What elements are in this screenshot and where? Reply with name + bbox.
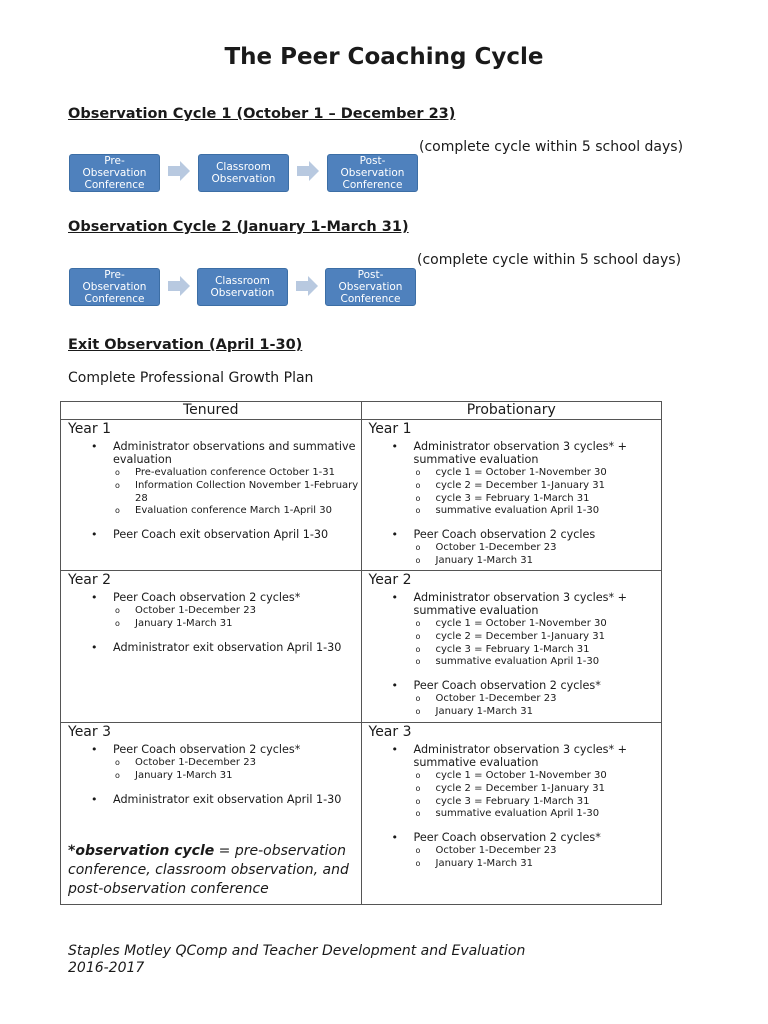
exit-text: Complete Professional Growth Plan [68,370,314,386]
year-label: Year 3 [68,724,111,740]
sub-list-item: o October 1-December 23 [436,542,662,555]
bullet-list [61,591,361,654]
footnote [61,842,361,899]
arrow-right-icon [168,276,190,296]
cycle1-step-pre: Pre- Observation Conference [69,154,160,192]
tenured-cell [61,723,362,905]
sub-list-item: o cycle 3 = February 1-March 31 [436,644,662,657]
list-item [113,528,361,541]
year-label: Year 1 [68,421,111,437]
sub-list-item: o January 1-March 31 [436,706,662,719]
list-item [113,793,361,806]
list-item [414,743,662,821]
cycle2-step-post: Post- Observation Conference [325,268,416,306]
cycle2-step-classroom: Classroom Observation [197,268,288,306]
cycle1-step-classroom: Classroom Observation [198,154,289,192]
sub-list [113,467,361,518]
tenured-cell [61,420,362,571]
sub-list-item: o October 1-December 23 [436,693,662,706]
sub-list-item: o summative evaluation April 1-30 [436,656,662,669]
table-row [61,571,662,723]
year-label: Year 2 [68,572,111,588]
arrow-right-icon [168,161,190,181]
list-item-text: Peer Coach exit observation April 1-30 [113,528,329,542]
sub-list [414,770,662,821]
sub-list-item: o cycle 1 = October 1-November 30 [436,618,662,631]
sub-list-item: o January 1-March 31 [135,770,361,783]
table-row [61,723,662,905]
page-title: The Peer Coaching Cycle [224,44,544,70]
footer-line2: 2016-2017 [68,960,145,976]
cycle2-step-pre: Pre- Observation Conference [69,268,160,306]
bullet-list [61,743,361,806]
sub-list-item: o Evaluation conference March 1-April 30 [135,505,361,518]
bullet-list [362,440,662,568]
list-item-text: Peer Coach observation 2 cycles* [113,591,301,604]
sub-list-item: o Pre-evaluation conference October 1-31 [135,467,361,480]
footer-line1: Staples Motley QComp and Teacher Development and Evaluation [68,943,526,959]
cycle1-heading: Observation Cycle 1 (October 1 – December 23) [68,106,456,122]
bullet-list [362,591,662,719]
tenured-cell [61,571,362,723]
probationary-cell [361,723,662,905]
list-item-text: Administrator exit observation April 1-30 [113,792,342,806]
sub-list-item: o cycle 1 = October 1-November 30 [436,770,662,783]
sub-list-item: o October 1-December 23 [436,845,662,858]
sub-list-item: o January 1-March 31 [135,618,361,631]
list-item-text: Administrator exit observation April 1-30 [113,640,342,654]
sub-list-item: o cycle 3 = February 1-March 31 [436,493,662,506]
list-item-text: Administrator observation 3 cycles* + summative evaluation [413,743,627,769]
exit-heading: Exit Observation (April 1-30) [68,337,303,353]
footnote-term: *observation cycle [68,842,215,859]
list-item-text: Peer Coach observation 2 cycles* [413,679,601,693]
bullet-list [362,743,662,871]
list-item-text: Peer Coach observation 2 cycles* [413,831,601,845]
coaching-table [60,401,662,905]
sub-list [113,605,361,631]
probationary-cell [361,571,662,723]
list-item [414,440,662,518]
list-item [113,743,361,783]
sub-list [113,757,361,783]
sub-list [414,467,662,518]
list-item-text: Administrator observations and summative evaluation [113,440,356,466]
cycle2-note: (complete cycle within 5 school days) [417,252,682,268]
cycle1-step-post: Post- Observation Conference [327,154,418,192]
list-item-text: Peer Coach observation 2 cycles* [113,743,301,756]
list-item [414,679,662,719]
list-item [113,440,361,518]
probationary-cell [361,420,662,571]
footnote-definition: = pre-observation conference, classroom observation, and post-observation conference [68,842,349,897]
table-row [61,420,662,571]
list-item-text: Administrator observation 3 cycles* + summative evaluation [413,591,627,617]
sub-list-item: o Information Collection November 1-February 28 [135,480,361,506]
list-item [414,831,662,871]
list-item-text: Administrator observation 3 cycles* + summative evaluation [413,440,627,466]
sub-list-item: o summative evaluation April 1-30 [436,808,662,821]
bullet-list [61,440,361,541]
arrow-right-icon [297,161,319,181]
year-label: Year 1 [368,421,412,437]
sub-list-item: o January 1-March 31 [436,555,662,568]
sub-list [414,618,662,669]
list-item [414,528,662,568]
list-item [113,641,361,654]
header-tenured: Tenured [61,402,362,420]
list-item-text: Peer Coach observation 2 cycles [413,528,596,542]
year-label: Year 2 [368,572,412,588]
sub-list [414,542,662,568]
sub-list-item: o cycle 2 = December 1-January 31 [436,783,662,796]
sub-list [414,845,662,871]
arrow-right-icon [296,276,318,296]
sub-list-item: o cycle 1 = October 1-November 30 [436,467,662,480]
cycle1-note: (complete cycle within 5 school days) [419,139,684,155]
footer [68,943,525,977]
list-item [414,591,662,669]
sub-list-item: o cycle 2 = December 1-January 31 [436,480,662,493]
sub-list-item: o cycle 2 = December 1-January 31 [436,631,662,644]
sub-list-item: o summative evaluation April 1-30 [436,505,662,518]
cycle2-heading: Observation Cycle 2 (January 1-March 31) [68,219,409,235]
sub-list-item: o October 1-December 23 [135,757,361,770]
list-item [113,591,361,631]
header-probationary: Probationary [361,402,662,420]
sub-list-item: o cycle 3 = February 1-March 31 [436,796,662,809]
year-label: Year 3 [368,724,412,740]
sub-list-item: o January 1-March 31 [436,858,662,871]
sub-list [414,693,662,719]
sub-list-item: o October 1-December 23 [135,605,361,618]
